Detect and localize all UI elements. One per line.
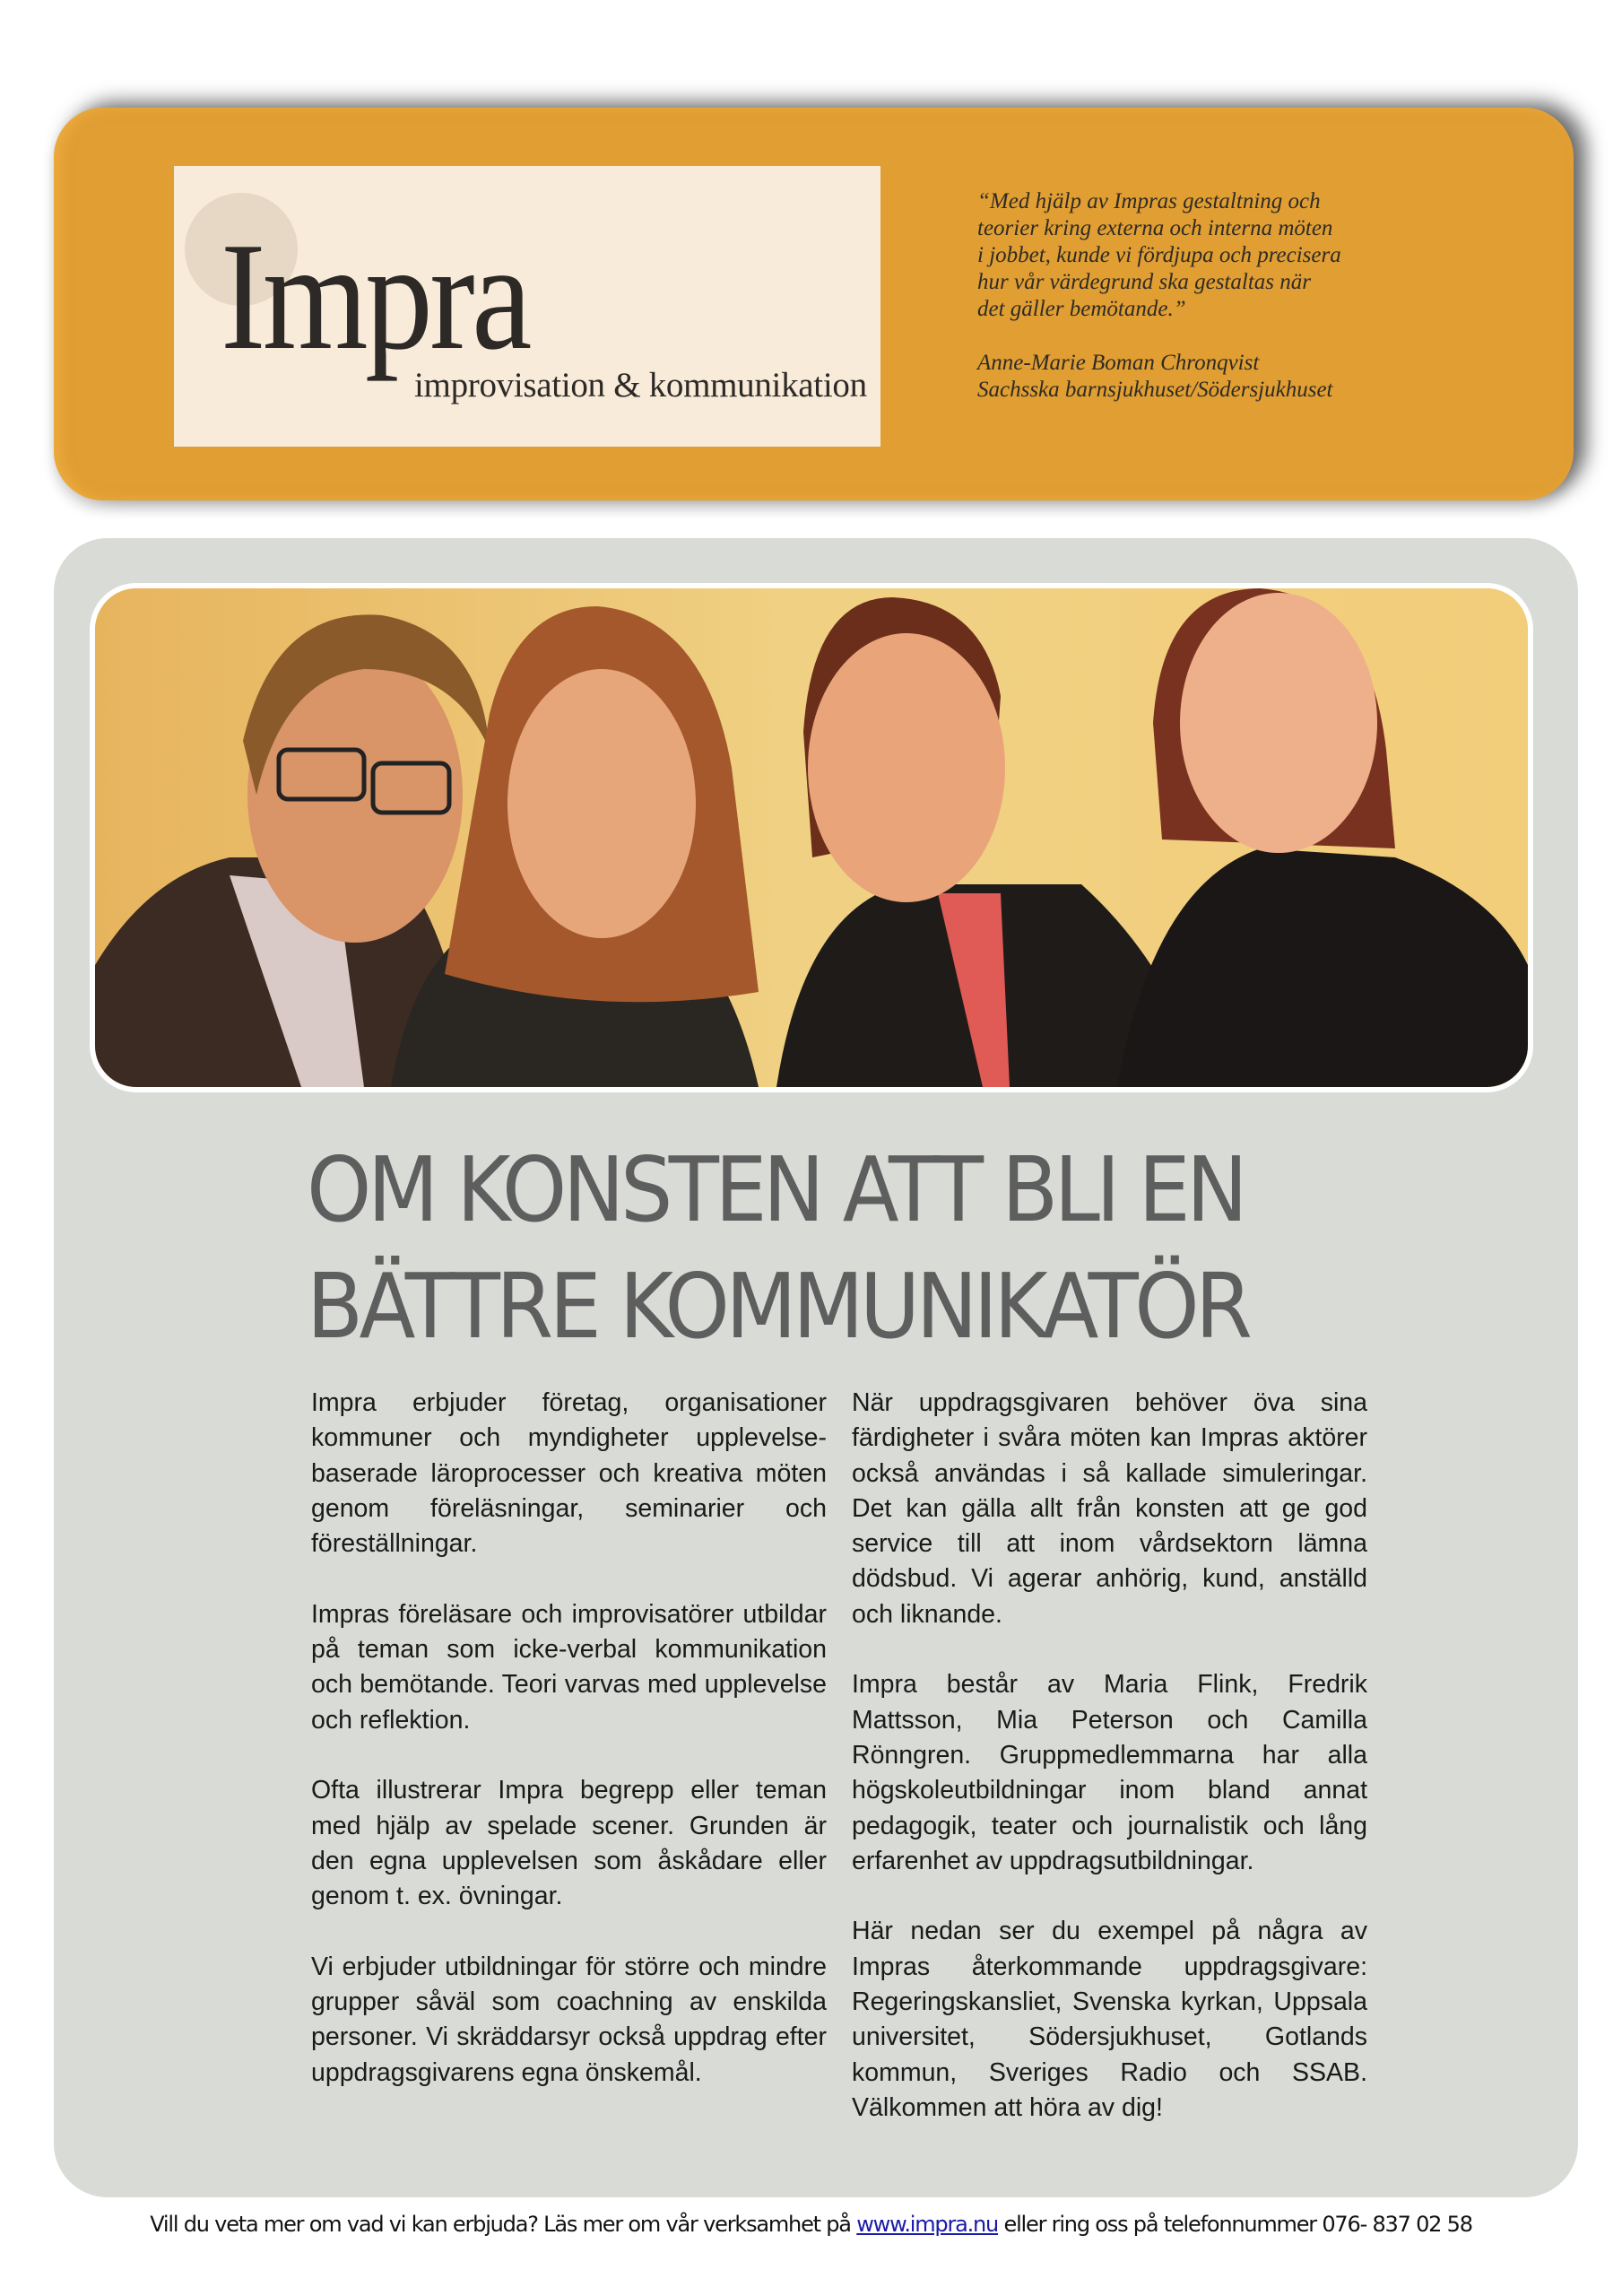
paragraph: Impras föreläsare och improvisatörer utbildar på teman som icke-verbal kommunikation och bemötande. Teori varvas med upplevelse och reflektion. [311, 1599, 827, 1735]
paragraph: Ofta illustrerar Impra begrepp eller teman med hjälp av spelade scener. Grunden är den egna upplevelsen som åskådare eller genom t. ex. övningar. [311, 1776, 827, 1911]
testimonial-quote [977, 188, 1515, 404]
quote-line: “Med hjälp av Impras gestaltning och [977, 189, 1321, 213]
quote-line: teorier kring externa och interna möten [977, 216, 1333, 240]
paragraph: Här nedan ser du exempel på några av Impras återkommande uppdragsgivare: Regeringskansliet, Svenska kyrkan, Uppsala universitet, Södersjukhuset, Gotlands kommun, Sveriges Radio och SSAB. Välkommen att höra av dig! [852, 1917, 1367, 2122]
headline-line-2: BÄTTRE KOMMUNIKATÖR [307, 1254, 1249, 1359]
article-headline [307, 1132, 1248, 1365]
paragraph: När uppdragsgivaren behöver öva sina färdigheter i svåra möten kan Impras aktörer också användas i så kallade simuleringar. Det kan gälla allt från konsten att ge god service till att inom vårdsektorn lämna dödsbud. Vi agerar anhörig, kund, anställd och liknande. [852, 1388, 1367, 1629]
footer-contact [0, 2212, 1622, 2237]
website-link[interactable]: www.impra.nu [856, 2212, 999, 2237]
headline-line-1: OM KONSTEN ATT BLI EN [307, 1137, 1245, 1242]
article-left-column [311, 1386, 827, 2126]
paragraph: Impra består av Maria Flink, Fredrik Mattsson, Mia Peterson och Camilla Rönngren. Gruppmedlemmarna har alla högskoleutbildningar inom bland annat pedagogik, teater och journalistik och lång erfarenhet av uppdragsutbildningar. [852, 1670, 1367, 1875]
quote-line: hur vår värdegrund ska gestaltas när [977, 270, 1311, 294]
quote-line: i jobbet, kunde vi fördjupa och precisera [977, 243, 1341, 267]
team-photo [90, 583, 1533, 1092]
impra-logo [174, 166, 880, 447]
team-photo-illustration [95, 588, 1528, 1087]
logo-tagline: improvisation & kommunikation [414, 366, 867, 404]
footer-text-before: Vill du veta mer om vad vi kan erbjuda? Läs mer om vår verksamhet på [150, 2212, 857, 2237]
footer-text-after: eller ring oss på telefonnummer 076- 837 02 58 [998, 2212, 1472, 2237]
paragraph: Vi erbjuder utbildningar för större och mindre grupper såväl som coachning av enskilda personer. Vi skräddarsyr också uppdrag efter uppdragsgivarens egna önskemål. [311, 1952, 827, 2087]
quote-organization: Sachsska barnsjukhuset/Södersjukhuset [977, 378, 1333, 402]
quote-author: Anne-Marie Boman Chronqvist [977, 351, 1260, 375]
article-right-column [852, 1386, 1367, 2161]
paragraph: Impra erbjuder företag, organisationer kommuner och myndigheter upplevelse-baserade läroprocesser och kreativa möten genom föreläsningar, seminarier och föreställningar. [311, 1388, 827, 1559]
quote-line: det gäller bemötande.” [977, 297, 1186, 321]
logo-wordmark: Impra [221, 212, 529, 382]
